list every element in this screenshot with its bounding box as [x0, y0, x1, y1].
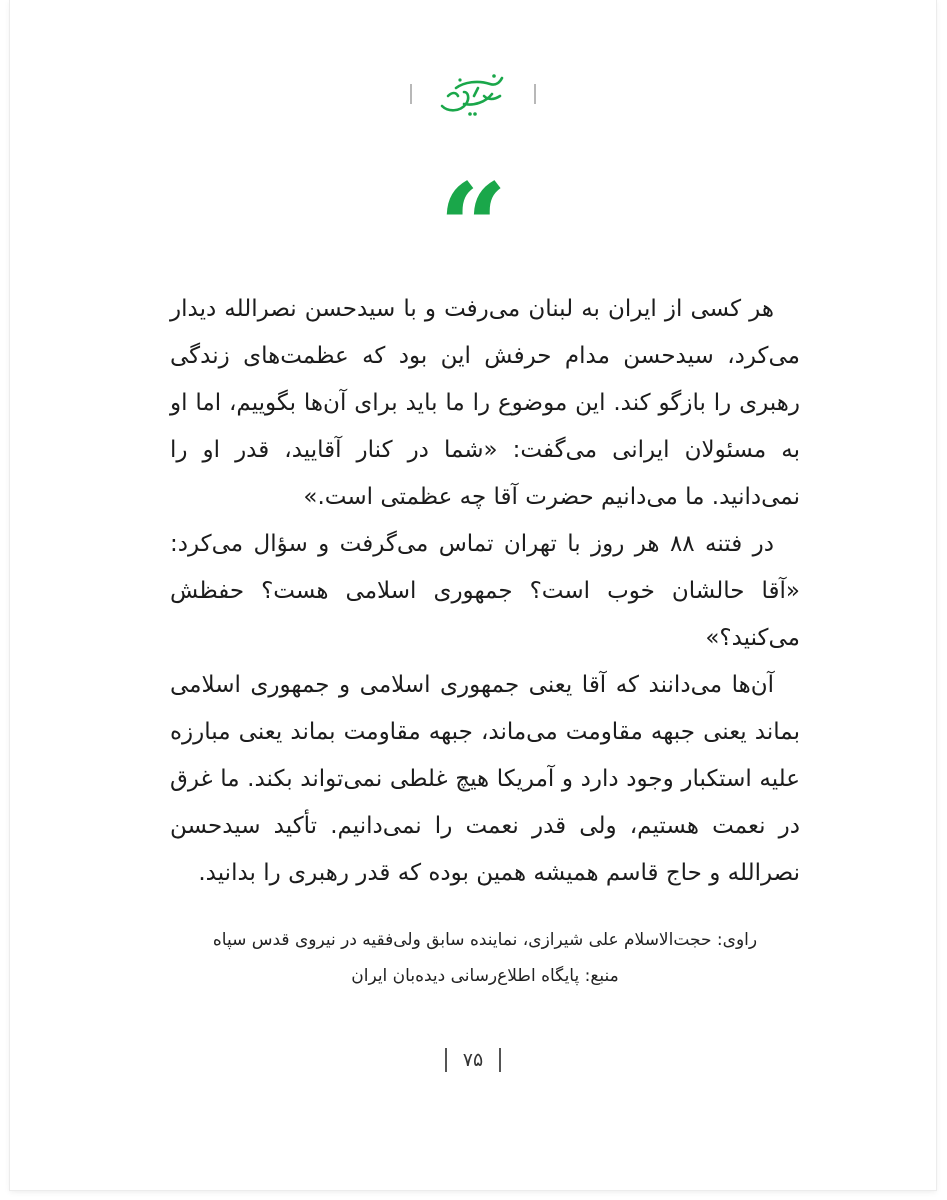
- quote-mark-icon: “: [438, 157, 508, 298]
- page: [10, 0, 936, 1190]
- paragraph-1: هر کسی از ایران به لبنان می‌رفت و با سیدحسن نصرالله دیدار می‌کرد، سیدحسن مدام حرفش این بود که عظمت‌های زندگی رهبری را بازگو کند. این موضوع را ما باید برای آن‌ها بگوییم، اما او به مسئولان ایرانی می‌گفت: «شما در کنار آقایید، قدر او را نمی‌دانید. ما می‌دانیم حضرت آقا چه عظمتی است.»: [170, 296, 800, 510]
- paragraph-2: در فتنه ۸۸ هر روز با تهران تماس می‌گرفت و سؤال می‌کرد: «آقا حالشان خوب است؟ جمهوری اسلامی هست؟ حفظش می‌کنید؟»: [170, 531, 800, 651]
- attribution: [160, 922, 810, 994]
- page-footer: [10, 1048, 936, 1072]
- divider-bar-left: [410, 84, 412, 104]
- article-body: [170, 286, 800, 897]
- footer-divider-left: [445, 1048, 447, 1072]
- paragraph-3: آن‌ها می‌دانند که آقا یعنی جمهوری اسلامی و جمهوری اسلامی بماند یعنی جبهه مقاومت می‌ماند، جبهه مقاومت بماند یعنی مبارزه علیه استکبار وجود دارد و آمریکا هیچ غلطی نمی‌تواند بکند. ما غرق در نعمت هستیم، ولی قدر نعمت را نمی‌دانیم. تأکید سیدحسن نصرالله و حاج قاسم همیشه همین بوده که قدر رهبری را بدانید.: [170, 672, 800, 886]
- narrator-line: راوی: حجت‌الاسلام علی شیرازی، نماینده سابق ولی‌فقیه در نیروی قدس سپاه: [212, 930, 758, 950]
- divider-bar-right: [534, 84, 536, 104]
- header: [10, 66, 936, 122]
- source-line: منبع: پایگاه اطلاع‌رسانی دیده‌بان ایران: [351, 966, 619, 986]
- page-number: ۷۵: [462, 1049, 484, 1071]
- footer-divider-right: [499, 1048, 501, 1072]
- calligraphy-logo: [434, 66, 512, 122]
